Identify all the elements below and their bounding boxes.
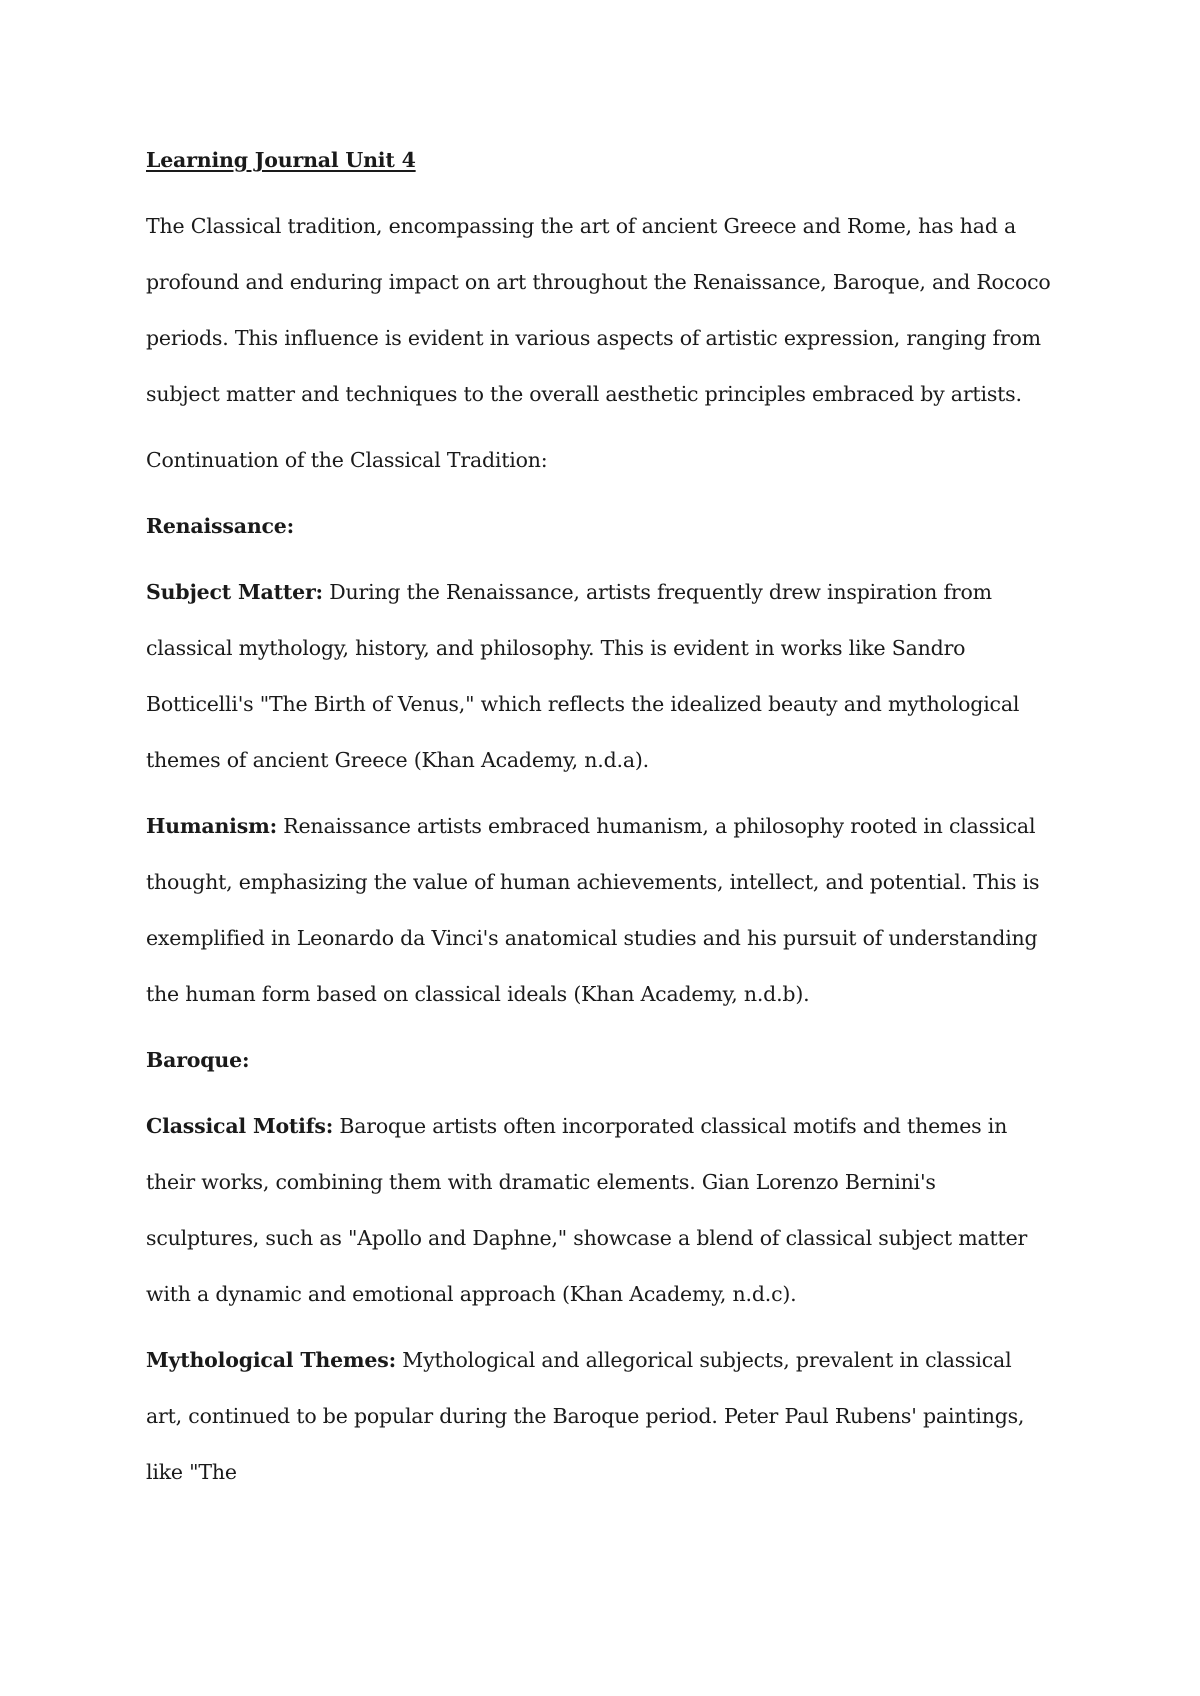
paragraph-text: Mythological and allegorical subjects, prevalent in classical art, continued to be popular during the Baroque period. Peter Paul Rubens' paintings, like "The (146, 1348, 1025, 1484)
paragraph-lead: Subject Matter: (146, 580, 323, 604)
paragraph-lead: Mythological Themes: (146, 1348, 396, 1372)
paragraph-text: Baroque artists often incorporated classical motifs and themes in their works, combining them with dramatic elements. Gian Lorenzo Bernini's sculptures, such as "Apollo and Daphne," showcase a blend of classical subject matter with a dynamic and emotional approach (Khan Academy, n.d.c). (146, 1114, 1028, 1306)
section-heading-baroque: Baroque: (146, 1048, 250, 1072)
paragraph-lead: Classical Motifs: (146, 1114, 334, 1138)
document-body (146, 146, 1051, 1500)
paragraph-text: Renaissance artists embraced humanism, a philosophy rooted in classical thought, emphasizing the value of human achievements, intellect, and potential. This is exemplified in Leonardo da Vinci's anatomical studies and his pursuit of understanding the human form based on classical ideals (Khan Academy, n.d.b). (146, 814, 1040, 1006)
document-title: Learning Journal Unit 4 (146, 148, 416, 172)
paragraph-subject-matter (146, 564, 1051, 788)
paragraph-text: During the Renaissance, artists frequently drew inspiration from classical mythology, history, and philosophy. This is evident in works like Sandro Botticelli's "The Birth of Venus," which reflects the idealized beauty and mythological themes of ancient Greece (Khan Academy, n.d.a). (146, 580, 1020, 772)
paragraph-mythological-themes (146, 1332, 1051, 1500)
paragraph-humanism (146, 798, 1051, 1022)
paragraph-lead: Humanism: (146, 814, 277, 838)
continuation-heading: Continuation of the Classical Tradition: (146, 448, 548, 472)
section-heading-renaissance: Renaissance: (146, 514, 295, 538)
paragraph-classical-motifs (146, 1098, 1051, 1322)
intro-paragraph: The Classical tradition, encompassing the art of ancient Greece and Rome, has had a profound and enduring impact on art throughout the Renaissance, Baroque, and Rococo periods. This influence is evident in various aspects of artistic expression, ranging from subject matter and techniques to the overall aesthetic principles embraced by artists. (146, 214, 1051, 406)
